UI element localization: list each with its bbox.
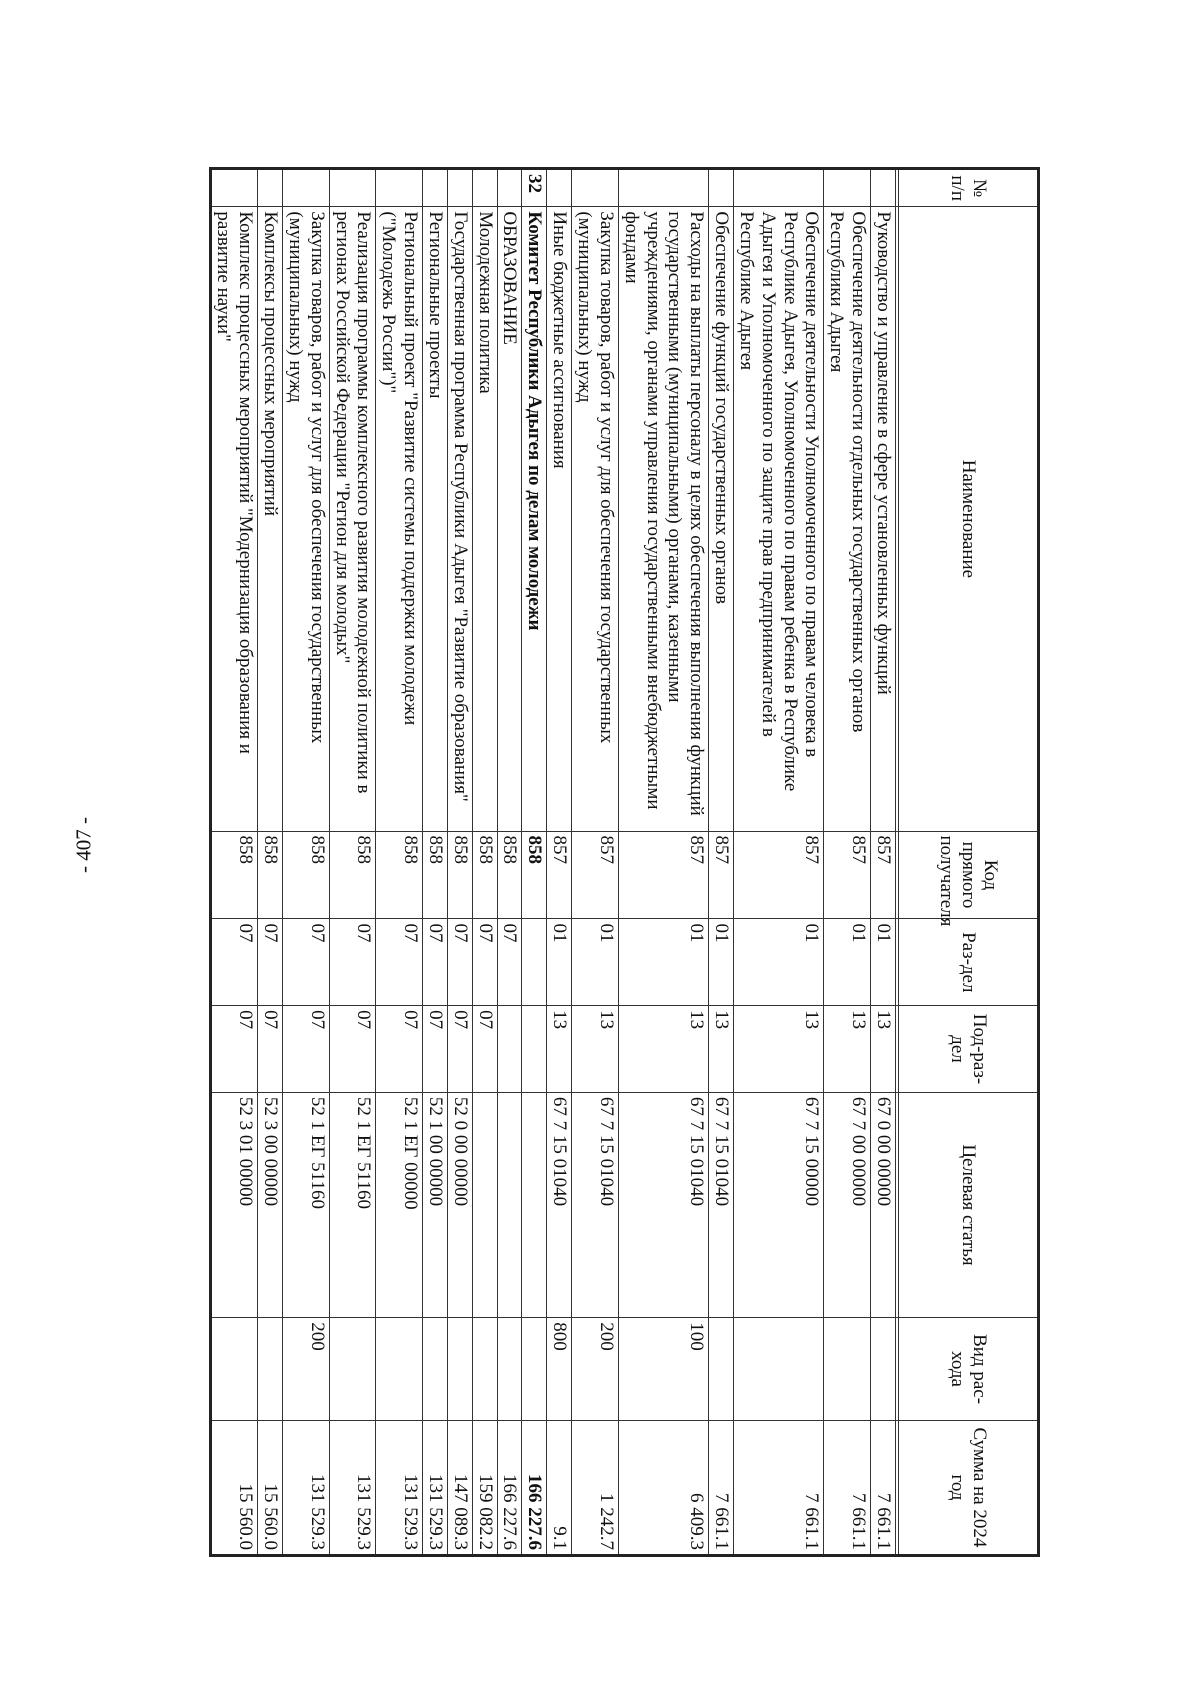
cell-expense-type [522,1318,547,1421]
cell-subsection: 13 [709,1006,734,1093]
cell-expense-type [734,1318,824,1421]
cell-expense-type [447,1318,472,1421]
cell-num [472,169,497,207]
table-row [618,169,708,1556]
cell-num [258,169,283,207]
cell-article: 52 1 ЕГ 51160 [329,1092,376,1317]
table-row [258,169,283,1556]
cell-section: 01 [618,919,708,1006]
cell-subsection: 13 [572,1006,619,1093]
header-expense-type: Вид рас-хода [899,1318,1039,1421]
cell-section: 07 [447,919,472,1006]
cell-num [572,169,619,207]
cell-expense-type [709,1318,734,1421]
cell-article: 52 3 00 00000 [258,1092,283,1317]
cell-amount: 15 560.0 [210,1420,258,1555]
cell-amount: 7 661.1 [871,1420,896,1555]
cell-name: Молодежная политика [472,207,497,831]
cell-name: Комплекс процессных мероприятий "Модернизация образования и развитие науки" [210,207,258,831]
cell-subsection: 07 [210,1006,258,1093]
cell-amount: 166 227.6 [497,1420,522,1555]
cell-amount: 7 661.1 [709,1420,734,1555]
cell-name: Закупка товаров, работ и услуг для обеспечения государственных (муниципальных) нужд [572,207,619,831]
cell-subsection: 07 [329,1006,376,1093]
table-row [472,169,497,1556]
cell-num [871,169,896,207]
cell-subsection: 13 [547,1006,572,1093]
cell-section [522,919,547,1006]
cell-subsection: 07 [283,1006,330,1093]
cell-code: 858 [447,831,472,919]
cell-article [472,1092,497,1317]
cell-expense-type: 200 [283,1318,330,1421]
cell-code: 857 [618,831,708,919]
cell-article: 67 7 15 00000 [734,1092,824,1317]
cell-section: 01 [547,919,572,1006]
cell-name: Обеспечение деятельности отдельных государственных органов Республики Адыгея [824,207,871,831]
cell-amount: 131 529.3 [376,1420,423,1555]
cell-expense-type [423,1318,448,1421]
cell-amount: 166 227.6 [522,1420,547,1555]
cell-article: 52 0 00 00000 [447,1092,472,1317]
budget-table-sheet [116,167,1040,1557]
cell-name: Обеспечение деятельности Уполномоченного по правам человека в Республике Адыгея, Уполномоченного по правам ребенка в Республике Адыгея и Уполномоченного по защите прав предпринимателей в Республике Адыгея [734,207,824,831]
cell-name: Государственная программа Республики Адыгея "Развитие образования" [447,207,472,831]
cell-code: 858 [258,831,283,919]
cell-code: 857 [871,831,896,919]
page-number: - 407 - [71,817,96,873]
cell-amount: 7 661.1 [734,1420,824,1555]
cell-article: 67 0 00 00000 [871,1092,896,1317]
cell-subsection [497,1006,522,1093]
cell-article: 52 3 01 00000 [210,1092,258,1317]
spacer-row [896,169,899,1556]
cell-subsection: 07 [258,1006,283,1093]
cell-section: 07 [472,919,497,1006]
header-num: № п/п [899,169,1039,207]
cell-num [423,169,448,207]
cell-name: Обеспечение функций государственных органов [709,207,734,831]
cell-section: 01 [824,919,871,1006]
cell-article: 52 1 ЕГ 00000 [376,1092,423,1317]
cell-expense-type [472,1318,497,1421]
cell-section: 01 [572,919,619,1006]
table-body [210,169,898,1556]
cell-code: 858 [283,831,330,919]
cell-expense-type: 800 [547,1318,572,1421]
cell-name: ОБРАЗОВАНИЕ [497,207,522,831]
cell-expense-type: 100 [618,1318,708,1421]
cell-article: 52 1 ЕГ 51160 [283,1092,330,1317]
header-article: Целевая статья [899,1092,1039,1317]
cell-num [210,169,258,207]
cell-expense-type [210,1318,258,1421]
cell-code: 858 [376,831,423,919]
cell-num [283,169,330,207]
cell-subsection: 07 [472,1006,497,1093]
cell-expense-type [258,1318,283,1421]
cell-article [522,1092,547,1317]
table-row [329,169,376,1556]
table-row [871,169,896,1556]
cell-section: 07 [210,919,258,1006]
cell-code: 858 [472,831,497,919]
cell-subsection: 07 [447,1006,472,1093]
cell-expense-type [871,1318,896,1421]
cell-section: 07 [497,919,522,1006]
table-row [709,169,734,1556]
cell-code: 858 [329,831,376,919]
cell-section: 01 [871,919,896,1006]
header-name: Наименование [899,207,1039,831]
table-row [376,169,423,1556]
cell-num [734,169,824,207]
header-section: Раз-дел [899,919,1039,1006]
cell-article: 67 7 15 01040 [547,1092,572,1317]
header-subsection: Под-раз-дел [899,1006,1039,1093]
cell-subsection: 07 [423,1006,448,1093]
cell-amount: 131 529.3 [329,1420,376,1555]
cell-section: 07 [376,919,423,1006]
cell-num [709,169,734,207]
cell-subsection: 13 [618,1006,708,1093]
cell-code: 858 [497,831,522,919]
cell-name: Региональный проект "Развитие системы поддержки молодежи ("Молодежь России")" [376,207,423,831]
cell-section: 01 [709,919,734,1006]
table-row [522,169,547,1556]
cell-name: Региональные проекты [423,207,448,831]
cell-article: 52 1 00 00000 [423,1092,448,1317]
cell-num [447,169,472,207]
cell-subsection: 13 [871,1006,896,1093]
cell-subsection: 07 [376,1006,423,1093]
cell-code: 857 [547,831,572,919]
cell-amount: 7 661.1 [824,1420,871,1555]
cell-amount: 6 409.3 [618,1420,708,1555]
table-header-row [899,169,1039,1556]
cell-name: Закупка товаров, работ и услуг для обеспечения государственных (муниципальных) нужд [283,207,330,831]
cell-amount: 9.1 [547,1420,572,1555]
cell-code: 857 [572,831,619,919]
cell-subsection: 13 [734,1006,824,1093]
cell-code: 857 [709,831,734,919]
cell-amount: 159 082.2 [472,1420,497,1555]
cell-code: 858 [423,831,448,919]
cell-code: 857 [824,831,871,919]
cell-expense-type [329,1318,376,1421]
table-row [283,169,330,1556]
table-row [547,169,572,1556]
cell-name: Комплексы процессных мероприятий [258,207,283,831]
cell-amount: 147 089.3 [447,1420,472,1555]
cell-article: 67 7 15 01040 [572,1092,619,1317]
cell-section: 07 [423,919,448,1006]
cell-num [824,169,871,207]
cell-name: Комитет Республики Адыгея по делам молодежи [522,207,547,831]
cell-amount: 1 242.7 [572,1420,619,1555]
header-code: Код прямого получателя [899,831,1039,919]
cell-code: 857 [734,831,824,919]
cell-article: 67 7 00 00000 [824,1092,871,1317]
cell-expense-type [497,1318,522,1421]
cell-expense-type: 200 [572,1318,619,1421]
cell-article: 67 7 15 01040 [618,1092,708,1317]
cell-num [618,169,708,207]
cell-name: Расходы на выплаты персоналу в целях обеспечения выполнения функций государственными (муниципальными) органами, казенными учреждениями, органами управления государственными внебюджетными фондами [618,207,708,831]
cell-expense-type [376,1318,423,1421]
table-row [210,169,258,1556]
cell-amount: 15 560.0 [258,1420,283,1555]
table-row [572,169,619,1556]
cell-name: Иные бюджетные ассигнования [547,207,572,831]
cell-code: 858 [210,831,258,919]
cell-section: 01 [734,919,824,1006]
cell-subsection: 13 [824,1006,871,1093]
cell-num [376,169,423,207]
cell-section: 07 [283,919,330,1006]
table-row [447,169,472,1556]
table-row [423,169,448,1556]
cell-article [497,1092,522,1317]
header-amount: Сумма на 2024 год [899,1420,1039,1555]
cell-expense-type [824,1318,871,1421]
cell-section: 07 [329,919,376,1006]
cell-num [497,169,522,207]
cell-num [329,169,376,207]
table-row [824,169,871,1556]
cell-subsection [522,1006,547,1093]
cell-section: 07 [258,919,283,1006]
table-row [497,169,522,1556]
cell-code: 858 [522,831,547,919]
cell-name: Реализация программы комплексного развития молодежной политики в регионах Российской Федерации "Регион для молодых" [329,207,376,831]
cell-num [547,169,572,207]
cell-num: 32 [522,169,547,207]
budget-table [209,167,1040,1557]
cell-name: Руководство и управление в сфере установленных функций [871,207,896,831]
cell-article: 67 7 15 01040 [709,1092,734,1317]
cell-amount: 131 529.3 [283,1420,330,1555]
table-row [734,169,824,1556]
cell-amount: 131 529.3 [423,1420,448,1555]
